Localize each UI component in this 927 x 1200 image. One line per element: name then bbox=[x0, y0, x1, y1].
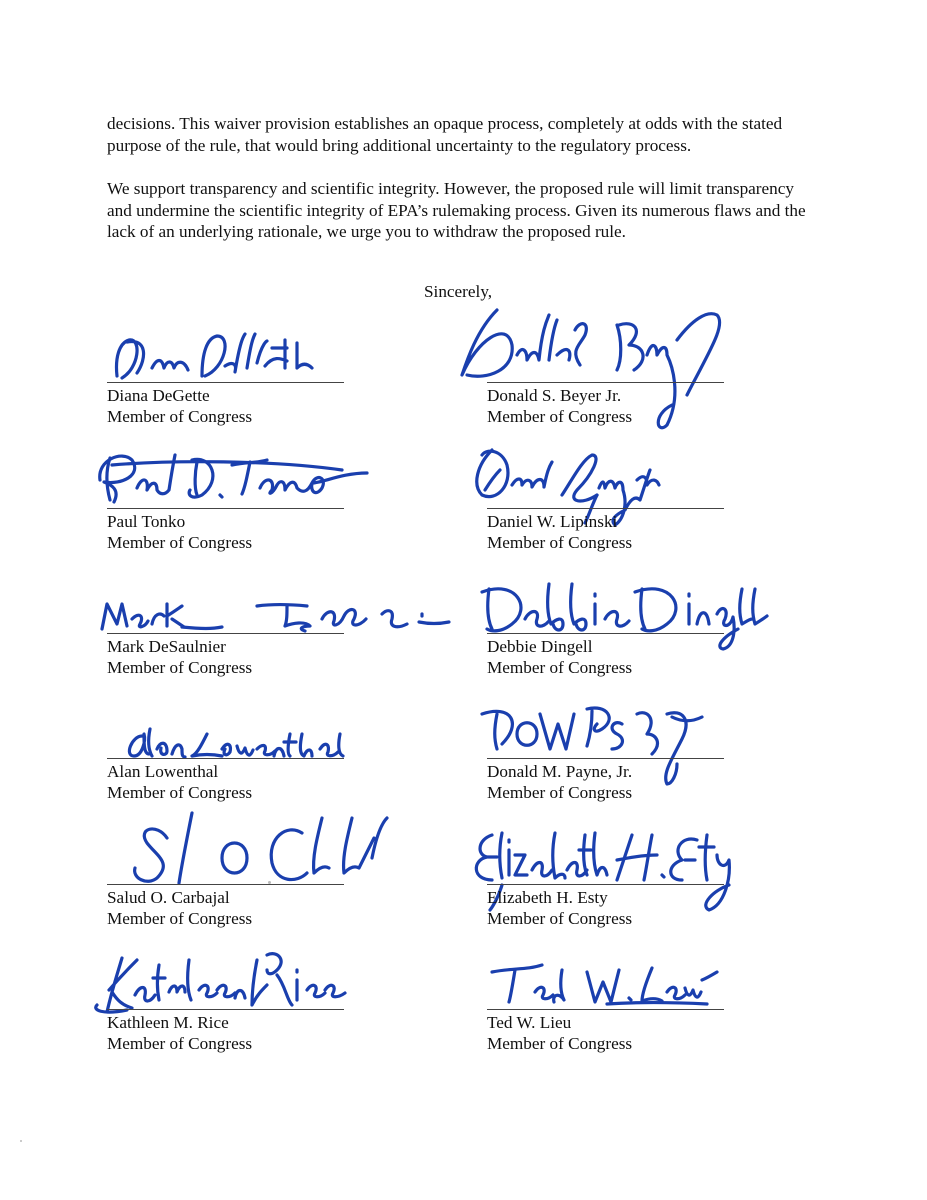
signatory-title: Member of Congress bbox=[107, 1034, 253, 1053]
handwritten-signature bbox=[97, 594, 457, 634]
signatory-title: Member of Congress bbox=[107, 407, 253, 426]
signature-line bbox=[487, 1009, 724, 1010]
signatory-name: Alan Lowenthal bbox=[107, 762, 219, 781]
signature-line bbox=[107, 382, 344, 383]
closing-salutation: Sincerely, bbox=[424, 282, 493, 301]
signature-block bbox=[487, 694, 727, 824]
signature-block bbox=[107, 569, 347, 699]
signature-line bbox=[487, 758, 724, 759]
signatory-name: Daniel W. Lipinski bbox=[487, 512, 618, 531]
signature-block bbox=[107, 945, 347, 1075]
signatory-name: Debbie Dingell bbox=[487, 637, 593, 656]
signatory-title: Member of Congress bbox=[107, 533, 253, 552]
signature-block bbox=[487, 444, 727, 574]
signature-block bbox=[107, 444, 347, 574]
signature-line bbox=[107, 508, 344, 509]
signature-line bbox=[107, 884, 344, 885]
signature-line bbox=[107, 633, 344, 634]
signatory-title: Member of Congress bbox=[107, 783, 253, 802]
body-paragraph: decisions. This waiver provision establishes an opaque process, completely at odds with the stated purpose of the rule, that would bring additional uncertainty to the regulatory process. bbox=[107, 114, 783, 155]
signatory-title: Member of Congress bbox=[487, 658, 633, 677]
signature-line bbox=[487, 508, 724, 509]
signature-line bbox=[107, 1009, 344, 1010]
signatory-name: Paul Tonko bbox=[107, 512, 186, 531]
signatory-title: Member of Congress bbox=[487, 407, 633, 426]
signature-block bbox=[107, 694, 347, 824]
scan-speck bbox=[20, 1140, 22, 1142]
signatory-title: Member of Congress bbox=[487, 533, 633, 552]
signatory-title: Member of Congress bbox=[487, 783, 633, 802]
signature-block bbox=[487, 569, 727, 699]
signatory-name: Mark DeSaulnier bbox=[107, 637, 226, 656]
signature-line bbox=[487, 884, 724, 885]
signature-line bbox=[487, 633, 724, 634]
signatory-title: Member of Congress bbox=[487, 1034, 633, 1053]
signatory-name: Kathleen M. Rice bbox=[107, 1013, 229, 1032]
signature-block bbox=[487, 945, 727, 1075]
signatory-title: Member of Congress bbox=[107, 909, 253, 928]
signatory-name: Elizabeth H. Esty bbox=[487, 888, 608, 907]
signature-block bbox=[487, 318, 727, 448]
signature-block bbox=[107, 820, 347, 950]
handwritten-signature bbox=[487, 960, 727, 1015]
signature-line bbox=[107, 758, 344, 759]
scan-speck bbox=[268, 881, 271, 884]
handwritten-signature bbox=[92, 440, 362, 510]
handwritten-signature bbox=[127, 808, 407, 888]
body-paragraph: We support transparency and scientific integrity. However, the proposed rule will limit transparency and undermine the scientific integrity of EPA’s rulemaking process. Given its numerous flaws and the lack of an underlying rationale, we urge you to withdraw the proposed rule. bbox=[107, 179, 806, 241]
handwritten-signature bbox=[107, 318, 347, 388]
signatory-name: Donald M. Payne, Jr. bbox=[487, 762, 633, 781]
signatory-title: Member of Congress bbox=[487, 909, 633, 928]
signatory-name: Salud O. Carbajal bbox=[107, 888, 230, 907]
signature-line bbox=[487, 382, 724, 383]
signatory-name: Donald S. Beyer Jr. bbox=[487, 386, 622, 405]
signatory-name: Diana DeGette bbox=[107, 386, 210, 405]
signature-block bbox=[107, 318, 347, 448]
signatory-title: Member of Congress bbox=[107, 658, 253, 677]
signature-block bbox=[487, 820, 727, 950]
signatory-name: Ted W. Lieu bbox=[487, 1013, 572, 1032]
